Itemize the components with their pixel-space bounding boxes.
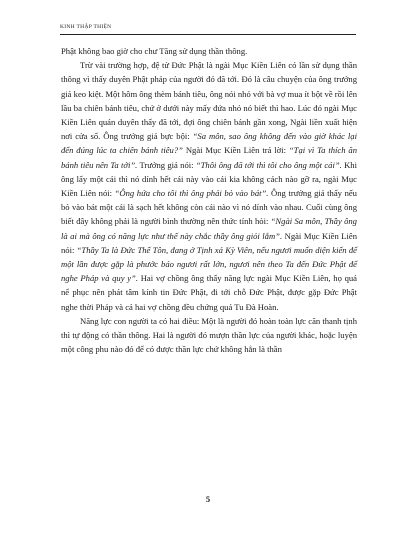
text-run: Năng lực con người ta có hai điều: Một là người đó hoàn toàn lực căn thanh tịnh thì tự động có thần thông. Hai là người đó mượn thần lực của người khác, hoặc luyện một công phu nào đó để có được thần lực chứ không hẳn là thần bbox=[61, 315, 357, 355]
quoted-speech: “Sa môn, sao ông không đến vào giờ khác lại đến đúng lúc ta chiên bánh tiêu?” bbox=[61, 131, 357, 156]
header-rule bbox=[60, 34, 356, 35]
text-run: Hai vợ chồng ông thấy năng lực ngài Mục Kiền Liên, họ quá nể phục nên phát tâm kính tin Đức Phật, đi tới chỗ Đức Phật, được gặp Đức Phật nghe thời Pháp và cả hai vợ chồng đều chứng quả Tu Đà Hoàn. bbox=[61, 273, 357, 312]
text-run: Trưởng giả nói: bbox=[137, 159, 196, 170]
page-number: 5 bbox=[205, 494, 211, 504]
quoted-speech: “Thôi ông đã tới thì tôi cho ông một cái”. bbox=[195, 159, 342, 170]
quoted-speech: “Thầy Ta là Đức Thế Tôn, đang ở Tịnh xá Kỳ Viên, nếu ngươi muốn diện kiến để một lần được gặp là phước báo ngươi rất lớn, ngươi nên theo Ta đến Đức Phật để nghe Pháp và quy y”. bbox=[61, 244, 357, 284]
body-text bbox=[61, 44, 357, 356]
text-run: Ngài Mục Kiền Liên trả lời: bbox=[182, 145, 289, 156]
text-run: Trừ vài trường hợp, đệ tử Đức Phật là ngài Mục Kiền Liên có lần sử dụng thần thông vì thấy duyên Phật pháp của người đó đã tới. Đó là câu chuyện của ông trưởng giả keo kiệt. Một hôm ông thèm bánh tiêu, ông nói nhỏ với bà vợ mua ít bột về rồi lên lầu ba chiên bánh tiêu, chứ ở dưới này mấy đứa nhỏ nó biết thì hao. Lúc đó ngài Mục Kiền Liên quán duyên thấy đã tới, đợi ông chiên bánh gần xong, Ngài liền xuất hiện nơi cửa sổ. Ông trưởng giả bực bội: bbox=[61, 60, 357, 142]
paragraph bbox=[61, 314, 357, 357]
text-run: Ông trưởng giả thấy nếu bỏ vào bát một cái là sạch hết không còn cái nào vì nó dính vào nhau. Cuối cùng ông biết đây không phải là người bình thường nên thức tỉnh hỏi: bbox=[61, 188, 357, 227]
quoted-speech: “Ông hứa cho tôi thì ông phải bỏ vào bát”. bbox=[114, 188, 269, 199]
paragraph bbox=[61, 44, 357, 58]
text-run: Ngài Mục Kiền Liên nói: bbox=[61, 230, 358, 255]
running-title: KINH THẬP THIỆN bbox=[60, 24, 112, 30]
quoted-speech: “Ngài Sa môn, Thầy ông là ai mà ông có năng lực như thế này chắc thầy ông giỏi lắm”. bbox=[61, 216, 357, 241]
paragraph bbox=[61, 58, 357, 314]
text-run: Khi ông lấy một cái thì nó dính hết cái này vào cái kia không cách nào gỡ ra, ngài Mục Kiền Liên nói: bbox=[61, 159, 357, 199]
quoted-speech: “Tại vì Ta thích ăn bánh tiêu nên Ta tới”. bbox=[61, 145, 357, 170]
text-run: Phật không bao giờ cho chư Tăng sử dụng thần thông. bbox=[61, 46, 248, 56]
